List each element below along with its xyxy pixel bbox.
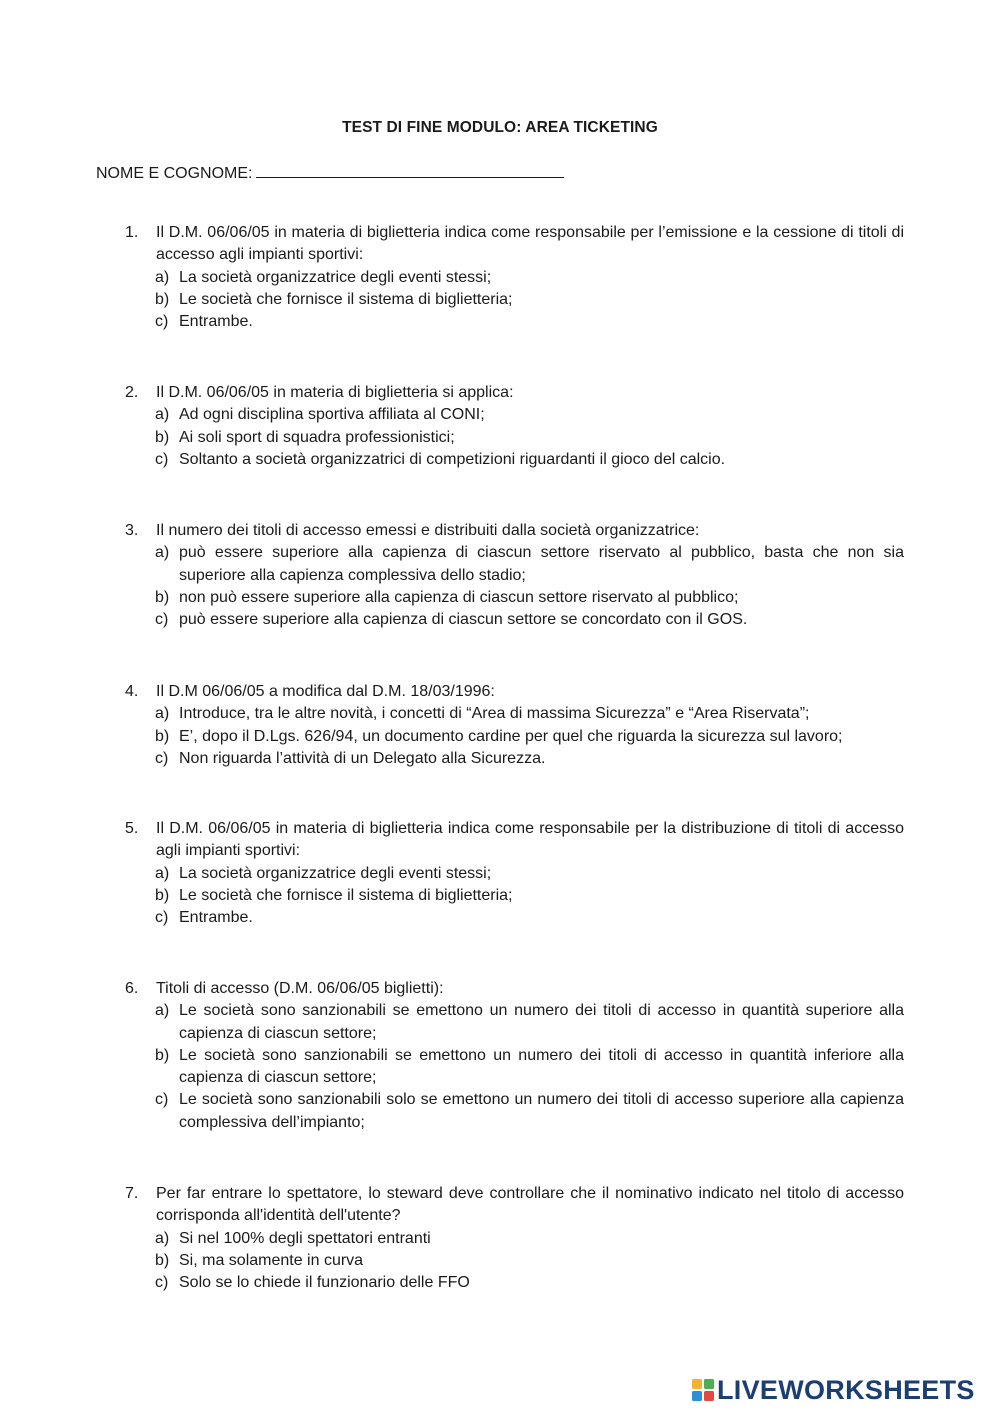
- name-blank-line[interactable]: [256, 163, 564, 178]
- question-2: [0, 382, 1000, 471]
- answer-option[interactable]: [0, 609, 904, 631]
- answer-option[interactable]: [0, 863, 904, 885]
- option-letter: b): [155, 1251, 170, 1269]
- option-letter: b): [155, 727, 170, 745]
- answer-option[interactable]: [0, 449, 904, 471]
- option-text: Solo se lo chiede il funzionario delle FFO: [179, 1274, 470, 1292]
- option-letter: b): [155, 588, 170, 606]
- answer-option[interactable]: [0, 703, 904, 725]
- question-3: [0, 520, 1000, 631]
- option-letter: c): [155, 450, 169, 468]
- option-text: Non riguarda l’attività di un Delegato alla Sicurezza.: [179, 749, 546, 767]
- question-text-row: [0, 818, 904, 863]
- question-6: [0, 978, 1000, 1134]
- answer-option[interactable]: [0, 542, 904, 587]
- option-letter: a): [155, 705, 170, 723]
- question-4: [0, 681, 1000, 770]
- option-text: Entrambe.: [179, 313, 253, 331]
- question-text: Il numero dei titoli di accesso emessi e distribuiti dalla società organizzatrice:: [156, 522, 700, 539]
- answer-option[interactable]: [0, 1089, 904, 1134]
- liveworksheets-logo-text: LIVEWORKSHEETS: [717, 1374, 975, 1405]
- question-text-row: [0, 1183, 904, 1228]
- answer-option[interactable]: [0, 748, 904, 770]
- question-text: Per far entrare lo spettatore, lo steward deve controllare che il nominativo indicato nel titolo di accesso corrisponda all'identità dell'utente?: [156, 1185, 904, 1225]
- option-letter: a): [155, 1229, 170, 1247]
- option-letter: c): [155, 909, 169, 927]
- question-text-row: [0, 978, 904, 1000]
- option-letter: c): [155, 313, 169, 331]
- option-text: La società organizzatrice degli eventi stessi;: [179, 864, 492, 882]
- option-text: Le società che fornisce il sistema di biglietteria;: [179, 886, 513, 904]
- option-text: Le società che fornisce il sistema di biglietteria;: [179, 290, 513, 308]
- question-number: 5.: [125, 820, 139, 837]
- name-field-row: [96, 163, 564, 183]
- page-title: TEST DI FINE MODULO: AREA TICKETING: [342, 119, 658, 136]
- question-text-row: [0, 222, 904, 267]
- option-text: Le società sono sanzionabili se emettono un numero dei titoli di accesso in quantità superiore alla capienza di ciascun settore;: [179, 1002, 904, 1042]
- answer-option[interactable]: [0, 289, 904, 311]
- question-7: [0, 1183, 1000, 1294]
- option-text: Le società sono sanzionabili solo se emettono un numero dei titoli di accesso superiore alla capienza complessiva dell’impianto;: [179, 1091, 904, 1131]
- answer-option[interactable]: [0, 311, 904, 333]
- option-text: Ai soli sport di squadra professionistici;: [179, 428, 455, 446]
- option-letter: a): [155, 544, 170, 562]
- question-number: 7.: [125, 1185, 139, 1202]
- option-letter: a): [155, 1002, 170, 1020]
- option-letter: c): [155, 1091, 169, 1109]
- option-text: Soltanto a società organizzatrici di competizioni riguardanti il gioco del calcio.: [179, 450, 726, 468]
- option-text: Introduce, tra le altre novità, i concetti di “Area di massima Sicurezza” e “Area Riservata”;: [179, 705, 810, 723]
- answer-option[interactable]: [0, 1272, 904, 1294]
- option-letter: b): [155, 1046, 170, 1064]
- option-letter: b): [155, 290, 170, 308]
- option-text: Le società sono sanzionabili se emettono un numero dei titoli di accesso in quantità inferiore alla capienza di ciascun settore;: [179, 1046, 904, 1087]
- question-text-row: [0, 382, 904, 404]
- option-letter: a): [155, 268, 170, 286]
- option-letter: c): [155, 749, 169, 767]
- question-text-row: [0, 681, 904, 703]
- question-number: 1.: [125, 224, 139, 241]
- question-text: Titoli di accesso (D.M. 06/06/05 biglietti):: [156, 980, 444, 997]
- option-letter: a): [155, 864, 170, 882]
- answer-option[interactable]: [0, 907, 904, 929]
- name-label: NOME E COGNOME:: [96, 165, 253, 182]
- option-text: non può essere superiore alla capienza di ciascun settore riservato al pubblico;: [179, 588, 739, 606]
- question-number: 3.: [125, 522, 139, 539]
- question-number: 6.: [125, 980, 139, 997]
- answer-option[interactable]: [0, 1045, 904, 1090]
- question-5: [0, 818, 1000, 929]
- question-number: 2.: [125, 384, 139, 401]
- question-text: Il D.M 06/06/05 a modifica dal D.M. 18/03/1996:: [156, 683, 495, 700]
- answer-option[interactable]: [0, 726, 904, 748]
- option-text: E’, dopo il D.Lgs. 626/94, un documento cardine per quel che riguarda la sicurezza sul lavoro;: [179, 727, 843, 745]
- option-text: Ad ogni disciplina sportiva affiliata al CONI;: [179, 406, 485, 424]
- option-letter: a): [155, 406, 170, 424]
- option-text: Entrambe.: [179, 909, 253, 927]
- option-text: può essere superiore alla capienza di ciascun settore se concordato con il GOS.: [179, 611, 748, 629]
- answer-option[interactable]: [0, 1228, 904, 1250]
- option-text: Si nel 100% degli spettatori entranti: [179, 1229, 431, 1247]
- option-letter: b): [155, 886, 170, 904]
- question-text: Il D.M. 06/06/05 in materia di biglietteria si applica:: [156, 384, 514, 401]
- answer-option[interactable]: [0, 404, 904, 426]
- option-letter: c): [155, 611, 169, 629]
- liveworksheets-logo-icon: [692, 1379, 714, 1401]
- option-text: Si, ma solamente in curva: [179, 1251, 364, 1269]
- option-text: La società organizzatrice degli eventi stessi;: [179, 268, 492, 286]
- question-text: Il D.M. 06/06/05 in materia di biglietteria indica come responsabile per l’emissione e la cessione di titoli di accesso agli impianti sportivi:: [156, 224, 904, 264]
- question-text: Il D.M. 06/06/05 in materia di biglietteria indica come responsabile per la distribuzione di titoli di accesso agli impianti sportivi:: [156, 820, 904, 860]
- question-number: 4.: [125, 683, 139, 700]
- liveworksheets-logo: [692, 1375, 975, 1405]
- option-text: può essere superiore alla capienza di ciascun settore riservato al pubblico, basta che non sia superiore alla capienza complessiva dello stadio;: [179, 544, 904, 584]
- answer-option[interactable]: [0, 1000, 904, 1045]
- question-text-row: [0, 520, 904, 542]
- option-letter: c): [155, 1274, 169, 1292]
- answer-option[interactable]: [0, 427, 904, 449]
- option-letter: b): [155, 428, 170, 446]
- answer-option[interactable]: [0, 1250, 904, 1272]
- answer-option[interactable]: [0, 587, 904, 609]
- question-1: [0, 222, 1000, 333]
- answer-option[interactable]: [0, 885, 904, 907]
- answer-option[interactable]: [0, 267, 904, 289]
